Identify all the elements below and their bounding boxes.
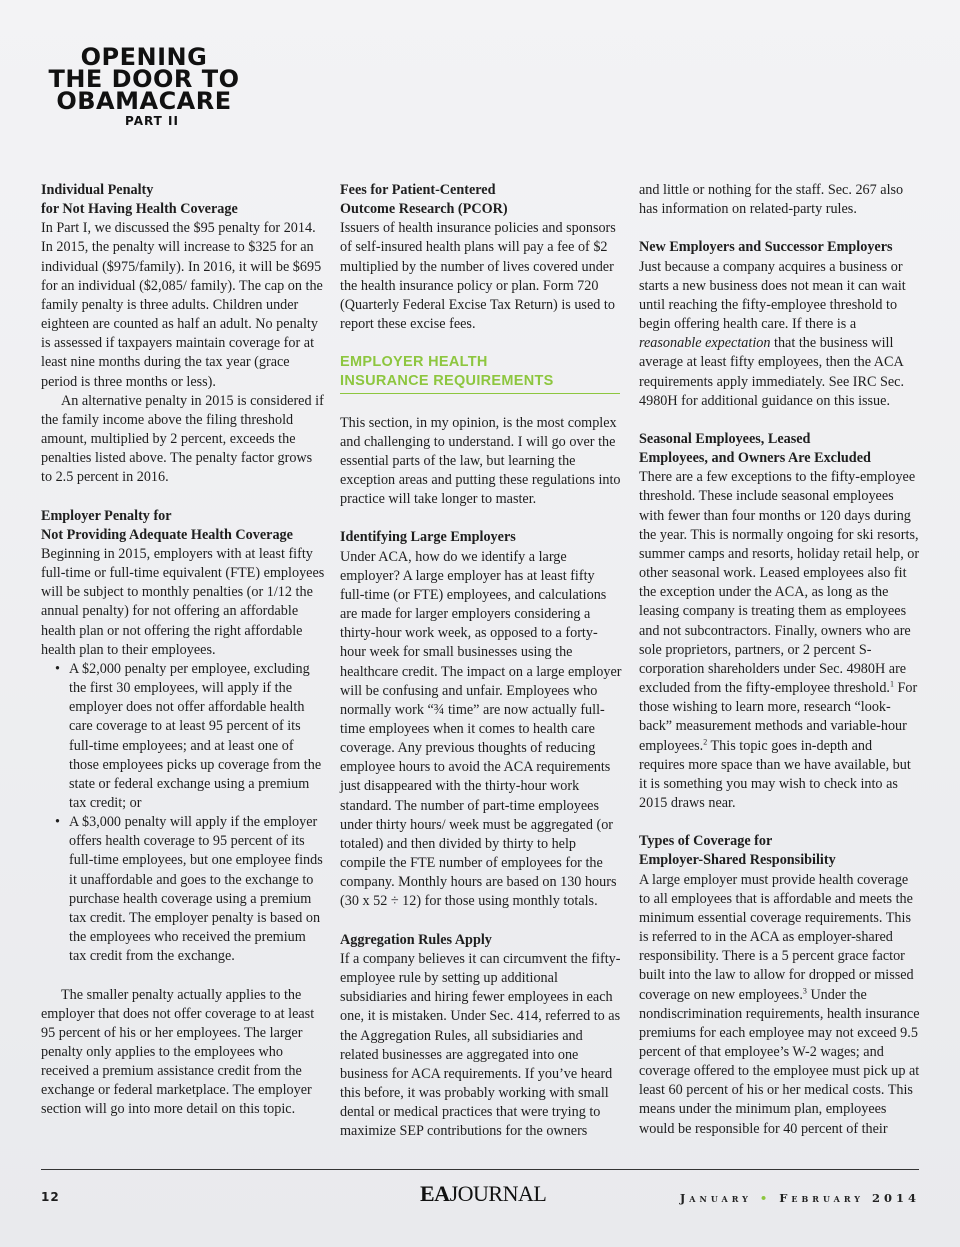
headline-line-1: OPENING bbox=[80, 43, 208, 71]
list-item: • A $2,000 penalty per employee, excluding the first 30 employees, will apply if the employer does not offer affordable health care coverage to at least 95 percent of its full-time employees; and at least one of those employees picks up coverage from the state or federal exchange using a premium tax credit; or bbox=[69, 660, 325, 813]
heading-seasonal-2: Employees, and Owners Are Excluded bbox=[639, 450, 871, 467]
heading-pcor-2: Outcome Research (PCOR) bbox=[340, 201, 508, 218]
ea-journal-logo: EAJOURNAL bbox=[420, 1181, 547, 1206]
footnote-ref: 1 bbox=[889, 679, 894, 689]
heading-seasonal-1: Seasonal Employees, Leased bbox=[639, 431, 811, 447]
paragraph: An alternative penalty in 2015 is considered if the family income above the filing threshold amount, multiplied by 2 percent, exceeds the penalties listed above. The penalty factor grows to 2.5 percent in 2016. bbox=[41, 392, 324, 486]
paragraph: A large employer must provide health coverage to all employees that is affordable and meets the minimum essential coverage requirements. This is referred to in the ACA as employer-shared responsibility. There is a 5 percent grace factor built into the law to allow for dropped or missed coverage on new employees.$^3$ Under the nondiscrimination requirements, health insurance premiums for each employee may not exceed 9.5 percent of that employee’s W-2 wages; and coverage offered to the employee must pick up at least 60 percent of his or her medical costs. This means under the minimum plan, employees would be responsible for 40 percent of their bbox=[639, 871, 920, 1137]
heading-individual-penalty-1: Individual Penalty bbox=[41, 182, 154, 198]
footnote-ref: 2 bbox=[703, 736, 708, 746]
heading-coverage-types-1: Types of Coverage for bbox=[639, 833, 773, 850]
heading-individual-penalty-2: for Not Having Health Coverage bbox=[41, 201, 238, 218]
paragraph: In Part I, we discussed the $95 penalty for 2014. In 2015, the penalty will increase to $325 for an individual ($975/family). In 2016, it will be $695 for an individual ($2,085/ family). The cap on the family penalty is three adults. Children under eighteen are counted as half an adult. No penalty is assessed if taxpayers maintain coverage for at least nine months during the tax year (grace period is three months or less). bbox=[41, 220, 323, 390]
footnote-ref: 3 bbox=[802, 985, 807, 995]
page-number: 12 bbox=[41, 1190, 60, 1204]
footer-rule bbox=[41, 1169, 919, 1170]
section-heading-line-2: INSURANCE REQUIREMENTS bbox=[340, 373, 554, 390]
heading-aggregation-rules: Aggregation Rules Apply bbox=[340, 931, 492, 948]
heading-pcor-1: Fees for Patient-Centered bbox=[340, 182, 496, 198]
paragraph: Beginning in 2015, employers with at least fifty full-time or full-time equivalent (FTE) employees will be subject to monthly penalties (or 1/12 the annual penalty) for not offering an affordable health plan or not offering the right affordable health plan to their employees. bbox=[41, 545, 325, 658]
emphasis-text: reasonable expectation bbox=[639, 335, 771, 352]
separator-dot: • bbox=[759, 1191, 772, 1205]
paragraph: Under ACA, how do we identify a large employer? A large employer has at least fifty full-time (or FTE) employees, and calculations are made for larger employers considering a thirty-hour work week, as opposed to a forty-hour week for small businesses using the healthcare credit. The impact on a large employer will be confusing and unfair. Employees who normally work “¾ time” are now actually full-time employees when it comes to health care coverage. Any previous thoughts of reducing employee hours to avoid the ACA requirements just disappeared with the thirty-hour work standard. The number of part-time employees under thirty hours/ week must be aggregated (or totaled) and then divided by thirty to help compile the FTE number of employees for the company. Monthly hours are based on 130 hours (30 x 52 ÷ 12) for those using monthly totals. bbox=[340, 548, 622, 910]
headline-line-3: OBAMACARE bbox=[56, 87, 232, 115]
column-2 bbox=[340, 181, 622, 1141]
heading-coverage-types-2: Employer-Shared Responsibility bbox=[639, 852, 836, 869]
paragraph: If a company believes it can circumvent the fifty-employee rule by setting up additional subsidiaries and hiring fewer employees in each one, it is mistaken. Under Sec. 414, referred to as the Aggregation Rules, all subsidiaries and related businesses are aggregated into one business for ACA requirements. If you’ve heard this before, it was probably working with small dental or medical practices that were trying to maximize SEP contributions for the owners bbox=[340, 950, 621, 1140]
paragraph: There are a few exceptions to the fifty-employee threshold. These include seasonal employees with fewer than four months or 120 days during the year. This is normally ongoing for ski resorts, summer camps and resorts, holiday retail help, or other seasonal work. Leased employees also fit the exception under the ACA, as long as the leasing company is treating them as employees and not subcontractors. Finally, owners who are sole proprietors, partners, or 2 percent S-corporation shareholders under Sec. 4980H are excluded from the fifty-employee threshold.$^1$ For those wishing to learn more, research “look-back” measurement methods and variable-hour employees.$^2$ This topic goes in-depth and requires more space than we have available, but it is something you may wish to check into as 2015 draws near. bbox=[639, 469, 920, 811]
paragraph: and little or nothing for the staff. Sec. 267 also has information on related-party rules. bbox=[639, 182, 904, 218]
heading-new-employers: New Employers and Successor Employers bbox=[639, 239, 893, 256]
column-3 bbox=[639, 181, 921, 1139]
list-item: • A $3,000 penalty will apply if the employer offers health coverage to 95 percent of its full-time employees, but one employee finds it unaffordable and goes to the exchange to purchase health coverage using a premium tax credit. The employer penalty is based on the employees who received the premium tax credit from the exchange. bbox=[69, 813, 325, 966]
paragraph: This section, in my opinion, is the most complex and challenging to understand. I will go over the essential parts of the law, but learning the exception areas and putting these regulations into practice will take longer to master. bbox=[340, 414, 621, 508]
article-headline bbox=[34, 43, 254, 128]
section-heading-employer-health bbox=[340, 353, 620, 394]
column-1 bbox=[41, 181, 325, 1120]
headline-part: PART II bbox=[125, 114, 179, 128]
heading-employer-penalty-1: Employer Penalty for bbox=[41, 507, 172, 524]
heading-large-employers: Identifying Large Employers bbox=[340, 529, 516, 546]
section-heading-line-1: EMPLOYER HEALTH bbox=[340, 354, 488, 371]
headline-line-2: THE DOOR TO bbox=[48, 65, 240, 93]
paragraph: Issuers of health insurance policies and sponsors of self-insured health plans will pay a fee of $2 multiplied by the number of lives covered under the health insurance policy or plan. Form 720 (Quarterly Federal Excise Tax Return) is used to report these excise fees. bbox=[340, 220, 616, 333]
paragraph: The smaller penalty actually applies to the employer that does not offer coverage to at least 95 percent of his or her employees. The larger penalty only applies to the employees who received a premium assistance credit from the exchange or federal marketplace. The employer section will go into more detail on this topic. bbox=[41, 986, 315, 1118]
penalty-bullet-list bbox=[41, 660, 325, 967]
heading-employer-penalty-2: Not Providing Adequate Health Coverage bbox=[41, 526, 293, 543]
paragraph: Just because a company acquires a business or starts a new business does not mean it can wait until reaching the fifty-employee threshold to begin offering health care. If there is a reasonable expectation that the business will average at least fifty employees, then the ACA requirements apply immediately. See IRC Sec. 4980H for additional guidance on this issue. bbox=[639, 258, 906, 409]
issue-date: January • February 2014 bbox=[679, 1191, 920, 1205]
